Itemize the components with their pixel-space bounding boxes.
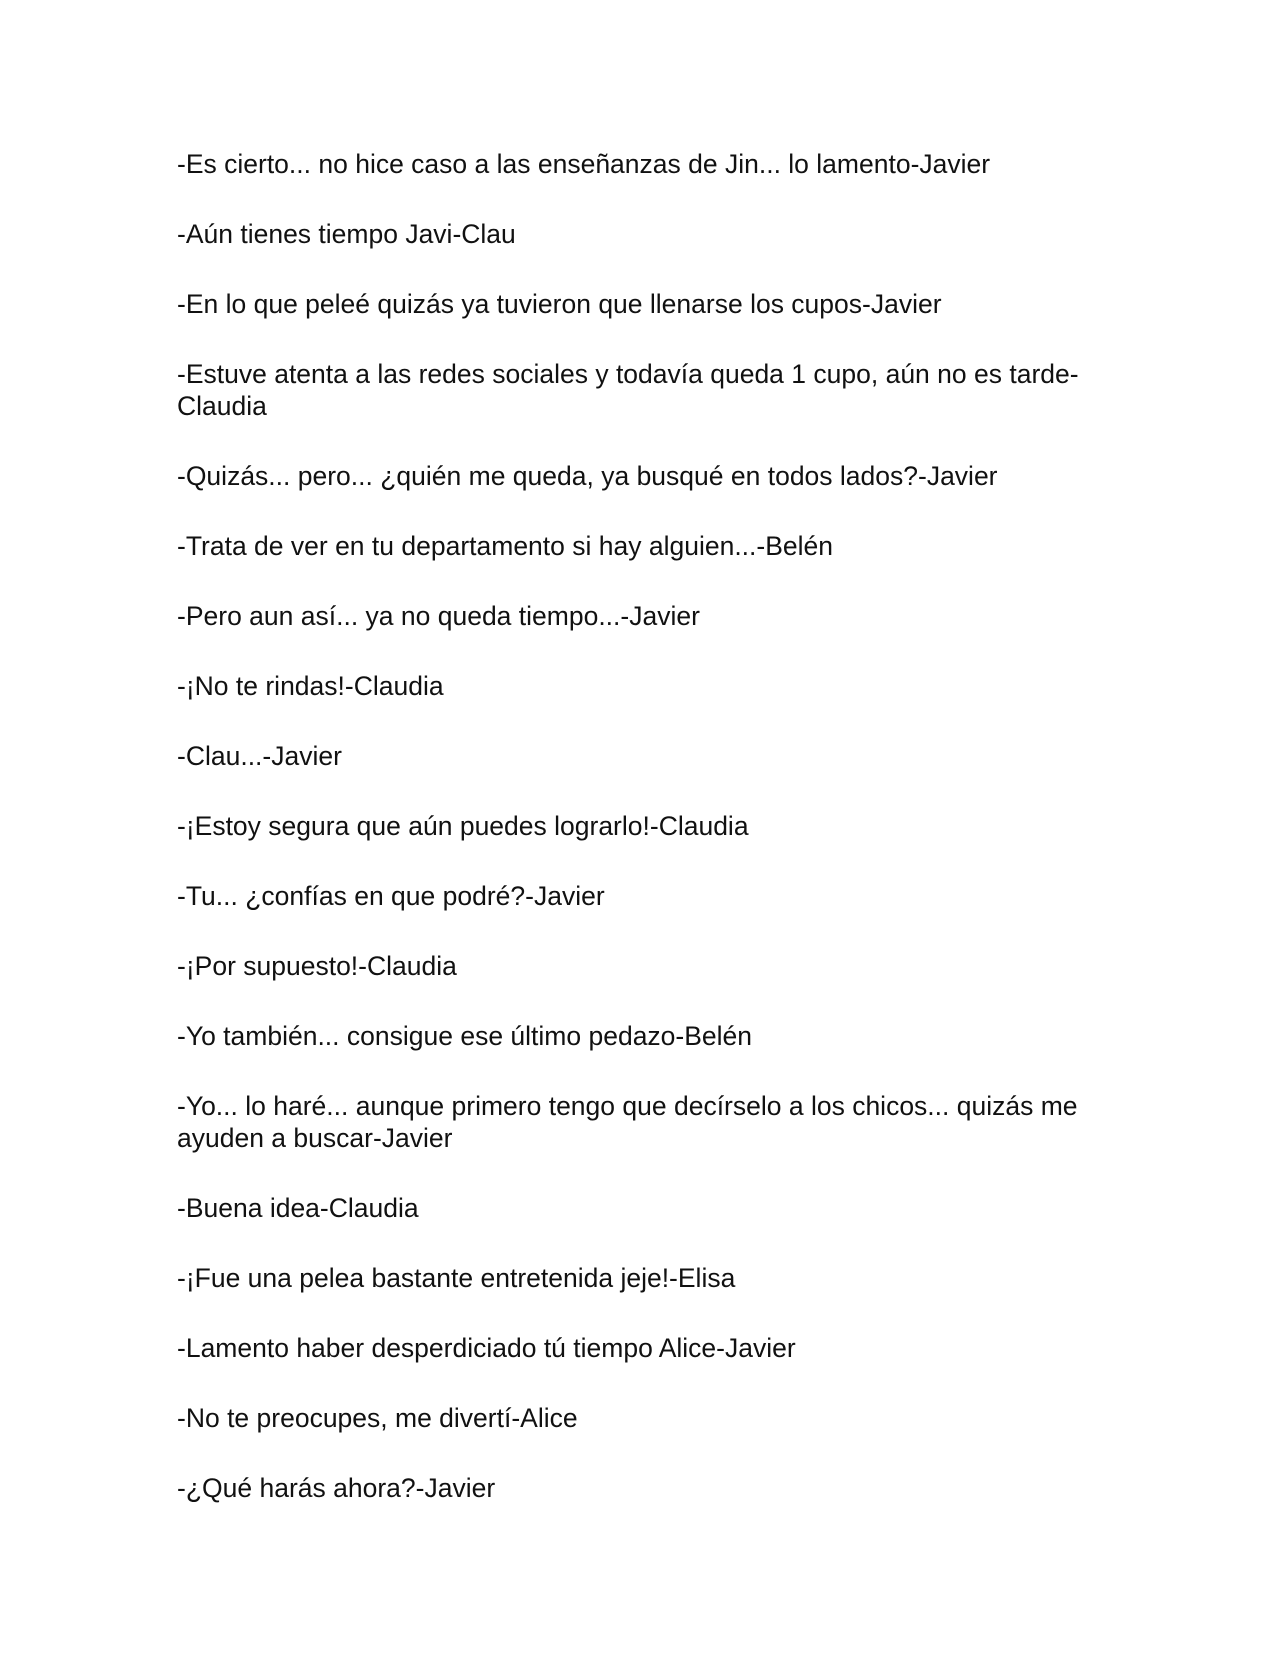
dialogue-line: -Estuve atenta a las redes sociales y todavía queda 1 cupo, aún no es tarde-Claudia xyxy=(177,359,1079,421)
dialogue-line: -Yo también... consigue ese último pedazo-Belén xyxy=(177,1021,753,1051)
dialogue-line: -Es cierto... no hice caso a las enseñanzas de Jin... lo lamento-Javier xyxy=(177,149,991,179)
dialogue-line: -Aún tienes tiempo Javi-Clau xyxy=(177,219,516,249)
dialogue-line: -Pero aun así... ya no queda tiempo...-Javier xyxy=(177,601,700,631)
dialogue-line: -No te preocupes, me divertí-Alice xyxy=(177,1403,578,1433)
dialogue-line: -Clau...-Javier xyxy=(177,741,342,771)
dialogue-line: -¿Qué harás ahora?-Javier xyxy=(177,1473,496,1503)
dialogue-text-block xyxy=(177,148,1107,1542)
dialogue-line: -¡Por supuesto!-Claudia xyxy=(177,951,457,981)
dialogue-line: -Tu... ¿confías en que podré?-Javier xyxy=(177,881,605,911)
dialogue-line: -¡No te rindas!-Claudia xyxy=(177,671,444,701)
dialogue-line: -Lamento haber desperdiciado tú tiempo Alice-Javier xyxy=(177,1333,796,1363)
dialogue-line: -¡Fue una pelea bastante entretenida jeje!-Elisa xyxy=(177,1263,736,1293)
dialogue-line: -Yo... lo haré... aunque primero tengo que decírselo a los chicos... quizás me ayuden a buscar-Javier xyxy=(177,1091,1078,1153)
dialogue-line: -Buena idea-Claudia xyxy=(177,1193,419,1223)
dialogue-line: -Quizás... pero... ¿quién me queda, ya busqué en todos lados?-Javier xyxy=(177,461,998,491)
dialogue-line: -¡Estoy segura que aún puedes lograrlo!-Claudia xyxy=(177,811,749,841)
dialogue-line: -Trata de ver en tu departamento si hay alguien...-Belén xyxy=(177,531,834,561)
dialogue-line: -En lo que peleé quizás ya tuvieron que llenarse los cupos-Javier xyxy=(177,289,942,319)
